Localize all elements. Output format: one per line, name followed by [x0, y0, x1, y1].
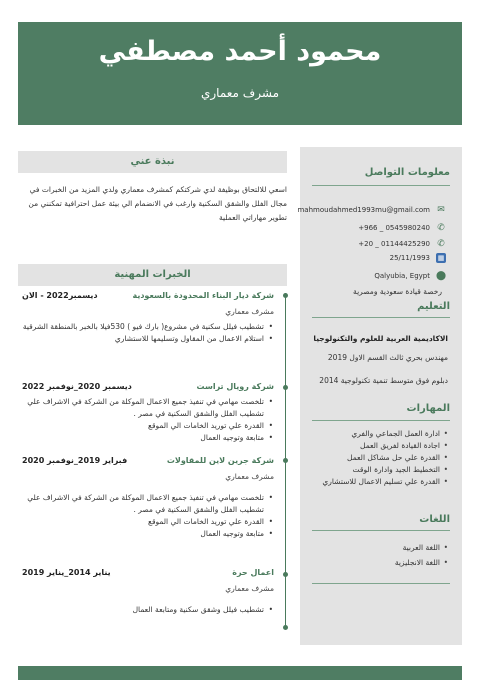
timeline-dot — [283, 293, 288, 298]
header-banner — [18, 22, 462, 125]
job-date: يناير 2014_يناير 2019 — [22, 568, 111, 577]
list-item: • تلخصت مهامي في تنفيذ جميع الاعمال الموكلة من الشركة في الاشراف علي تشطيب الفلل والشقق السكنية في مصر . — [22, 396, 274, 420]
skills-title: المهارات — [406, 403, 450, 414]
sidebar — [297, 147, 462, 645]
list-item: • القدرة علي حل مشاكل العمل — [320, 452, 448, 464]
education-school: الاكاديمية العربية للعلوم والتكنولوجيا — [313, 334, 448, 343]
divider — [312, 420, 450, 421]
list-item: • متابعة وتوجيه العمال — [22, 528, 274, 540]
list-item: • التخطيط الجيد وادارة الوقت — [320, 464, 448, 476]
phone-icon: ✆ — [437, 223, 445, 233]
list-item: • متابعة وتوجيه العمال — [22, 432, 274, 444]
phone-icon: ✆ — [437, 239, 445, 249]
about-band — [18, 151, 287, 173]
skills-list — [320, 428, 448, 488]
education-diploma: دبلوم فوق متوسط تنمية تكنولوجية 2014 — [319, 376, 448, 385]
timeline-dot — [283, 385, 288, 390]
job-company: شركة رويال تراست — [196, 382, 274, 391]
contact-location — [306, 271, 446, 283]
experience-band — [18, 264, 287, 286]
divider — [312, 317, 450, 318]
list-item: • اجادة القيادة لفريق العمل — [320, 440, 448, 452]
experience-title: الخبرات المهنية — [114, 269, 191, 280]
license-text: رخصة قيادة سعودية ومصرية — [353, 287, 442, 296]
job-bullets — [22, 396, 274, 444]
job-title: مشرف معماري — [200, 86, 279, 100]
list-item: • القدرة علي توريد الخامات الي الموقع — [22, 420, 274, 432]
list-item: • استلام الاعمال من المقاول وتسليمها للاستشاري — [22, 333, 274, 345]
about-title: نبذة عني — [130, 156, 175, 167]
contact-email — [297, 205, 446, 217]
footer-bar — [18, 666, 462, 680]
job-entry — [22, 568, 274, 616]
birthdate-text: 25/11/1993 — [389, 254, 430, 262]
job-role: مشرف معماري — [225, 472, 274, 481]
contact-birthdate — [306, 253, 446, 265]
job-role: مشرف معماري — [225, 584, 274, 593]
job-entry — [22, 382, 274, 444]
contact-phone-sa — [306, 223, 446, 235]
list-item: • القدرة علي توريد الخامات الي الموقع — [22, 516, 274, 528]
divider — [312, 583, 450, 584]
job-company: اعمال حرة — [232, 568, 274, 577]
timeline-dot — [283, 458, 288, 463]
list-item: • تشطيب فيلل وشقق سكنية ومتابعة العمال — [22, 604, 274, 616]
job-bullets — [22, 492, 274, 540]
location-text: Qalyubia, Egypt — [374, 272, 430, 280]
education-degree: مهندس بحري ثالث القسم الاول 2019 — [327, 353, 448, 362]
divider — [312, 530, 450, 531]
contact-title: معلومات التواصل — [364, 167, 450, 178]
languages-list — [320, 540, 448, 570]
phone-text: +20 _ 01144425290 — [358, 240, 430, 248]
email-text: mahmoudahmed1993mu@gmail.com — [297, 206, 430, 214]
languages-title: اللغات — [419, 514, 450, 525]
about-text: اسعي للالتحاق بوظيفة لدي شركتكم كمشرف معماري ولدي المزيد من الخبرات في مجال الفلل والشقق السكنية وارغب في الانضمام الي بيئة عمل احترافية تمكنني من تطوير مهاراتي العملية — [28, 185, 287, 222]
job-role: مشرف معماري — [225, 307, 274, 316]
list-item: • ادارة العمل الجماعي والفري — [320, 428, 448, 440]
list-item: • اللغة الانجليزية — [320, 555, 448, 570]
job-entry — [22, 291, 274, 345]
timeline-dot — [283, 625, 288, 630]
phone-text: +966 _ 0545980240 — [358, 224, 430, 232]
job-bullets — [22, 321, 274, 345]
list-item: • القدرة علي تسليم الاعمال للاستشاري — [320, 476, 448, 488]
job-date: ديسمبر 2020_نوفمبر 2022 — [22, 382, 132, 391]
list-item: • تشطيب فيلل سكنية في مشروع( بارك فيو ) 530فيلا بالخبر بالمنطقة الشرقية — [22, 321, 274, 333]
job-date: ديسمبر2022 - الان — [22, 291, 98, 300]
list-item: • اللغة العربية — [320, 540, 448, 555]
timeline-dot — [283, 572, 288, 577]
contact-phone-eg — [306, 239, 446, 251]
education-title: التعليم — [417, 301, 450, 312]
job-bullets — [22, 604, 274, 616]
list-item: • تلخصت مهامي في تنفيذ جميع الاعمال الموكلة من الشركة في الاشراف علي تشطيب الفلل والشقق السكنية في مصر . — [22, 492, 274, 516]
full-name: محمود أحمد مصطفي — [98, 36, 382, 67]
job-date: فبراير 2019_نوفمبر 2020 — [22, 456, 128, 465]
job-company: شركة ديار البناء المحدودة بالسعودية — [132, 291, 274, 300]
location-icon: ⬤ — [436, 271, 447, 281]
job-entry — [22, 456, 274, 540]
job-company: شركة جرين لاين للمقاولات — [166, 456, 274, 465]
divider — [312, 185, 450, 186]
email-icon: ✉ — [437, 205, 445, 215]
calendar-icon: ▦ — [437, 254, 445, 262]
